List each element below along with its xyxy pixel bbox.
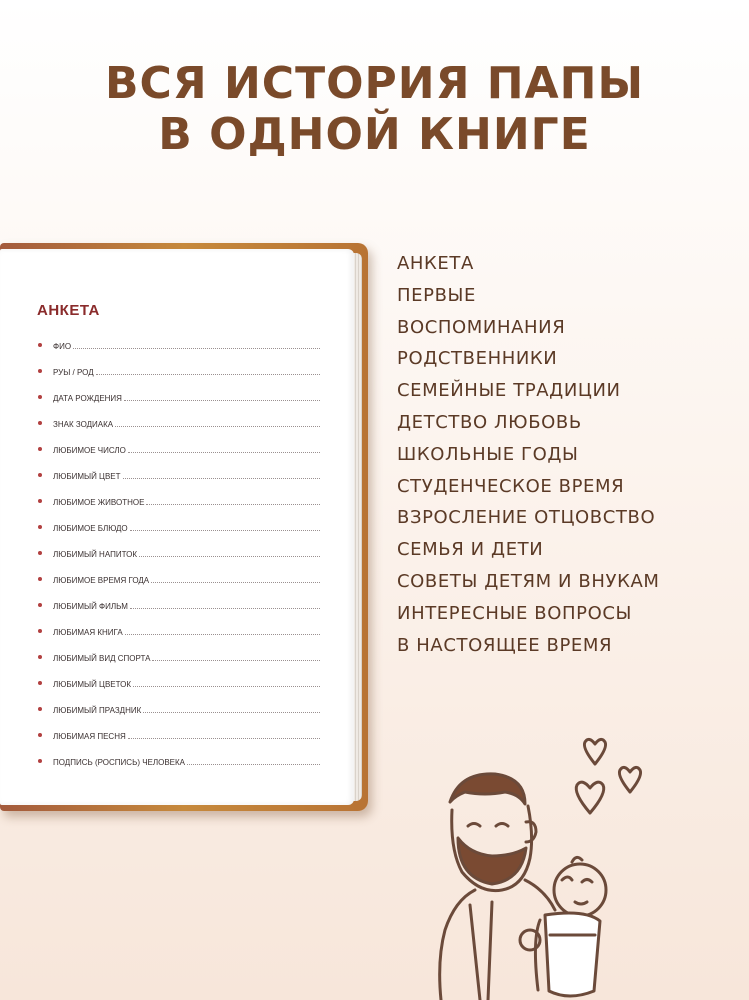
contents-item: ИНТЕРЕСНЫЕ ВОПРОСЫ [397,602,633,624]
heart-icon [576,782,604,813]
field-label: ЛЮБИМЫЙ ФИЛЬМ [53,602,128,611]
book-page [0,249,354,805]
bullet-icon [38,499,42,503]
bullet-icon [38,447,42,451]
contents-item: ПЕРВЫЕ [397,284,476,306]
field-label: ФИО [53,342,72,351]
bullet-icon [38,603,42,607]
field-fill-line [124,399,320,401]
contents-list [397,248,742,661]
field-fill-line [133,685,320,687]
field-label: ДАТА РОЖДЕНИЯ [53,394,122,403]
field-fill-line [146,503,320,505]
heart-icon [584,739,605,764]
questionnaire-field [38,403,320,429]
field-label: ЛЮБИМОЕ ВРЕМЯ ГОДА [53,576,150,585]
questionnaire-field [38,481,320,507]
field-fill-line [143,711,320,713]
field-label: ЛЮБИМЫЙ ВИД СПОРТА [53,654,151,663]
book-mockup [0,243,372,815]
contents-item: ДЕТСТВО ЛЮБОВЬ [397,411,582,433]
field-label: ЛЮБИМОЕ ЖИВОТНОЕ [53,498,145,507]
questionnaire-field [38,585,320,611]
field-label: ЛЮБИМЫЙ ЦВЕТОК [53,680,132,689]
questionnaire-field [38,611,320,637]
bullet-icon [38,681,42,685]
questionnaire-field [38,637,320,663]
questionnaire-field [38,689,320,715]
headline-line-2: В ОДНОЙ КНИГЕ [158,109,591,160]
questionnaire-field [38,507,320,533]
field-label: РУЫ / РОД [53,368,94,377]
contents-item: В НАСТОЯЩЕЕ ВРЕМЯ [397,634,613,656]
field-label: ЛЮБИМАЯ КНИГА [53,628,123,637]
field-fill-line [130,529,320,531]
field-fill-line [130,607,320,609]
headline-line-1: ВСЯ ИСТОРИЯ ПАПЫ [104,58,645,109]
bullet-icon [38,733,42,737]
father-with-baby-illustration [430,730,749,1000]
questionnaire-field [38,741,320,767]
bullet-icon [38,369,42,373]
questionnaire-fields [38,325,320,767]
field-label: ЛЮБИМЫЙ ПРАЗДНИК [53,706,142,715]
bullet-icon [38,577,42,581]
questionnaire-field [38,351,320,377]
heart-icon [619,767,640,792]
page-title: АНКЕТА [37,302,100,319]
field-label: ЗНАК ЗОДИАКА [53,420,114,429]
contents-item: АНКЕТА [397,253,474,274]
questionnaire-field [38,559,320,585]
bullet-icon [38,629,42,633]
field-fill-line [125,633,320,635]
field-fill-line [123,477,320,479]
field-fill-line [139,555,320,557]
bullet-icon [38,343,42,347]
bullet-icon [38,551,42,555]
field-fill-line [128,737,320,739]
questionnaire-field [38,533,320,559]
contents-item: СЕМЕЙНЫЕ ТРАДИЦИИ [397,380,621,402]
bullet-icon [38,421,42,425]
headline [0,58,749,160]
bullet-icon [38,473,42,477]
contents-item: СТУДЕНЧЕСКОЕ ВРЕМЯ [397,475,625,497]
questionnaire-field [38,715,320,741]
bullet-icon [38,395,42,399]
field-label: ЛЮБИМОЕ ЧИСЛО [53,446,126,455]
questionnaire-field [38,663,320,689]
contents-item: РОДСТВЕННИКИ [397,348,558,370]
questionnaire-field [38,377,320,403]
questionnaire-field [38,429,320,455]
contents-item: ШКОЛЬНЫЕ ГОДЫ [397,443,579,465]
contents-item: ВОСПОМИНАНИЯ [397,316,566,338]
field-label: ЛЮБИМЫЙ ЦВЕТ [53,472,121,481]
field-label: ПОДПИСЬ (РОСПИСЬ) ЧЕЛОВЕКА [53,758,186,767]
bullet-icon [38,759,42,763]
field-fill-line [151,581,320,583]
field-label: ЛЮБИМЫЙ НАПИТОК [53,550,137,559]
questionnaire-field [38,455,320,481]
field-fill-line [152,659,320,661]
field-fill-line [73,347,320,349]
field-fill-line [187,763,320,765]
bullet-icon [38,707,42,711]
field-label: ЛЮБИМОЕ БЛЮДО [53,524,128,533]
field-fill-line [128,451,320,453]
contents-item: СЕМЬЯ И ДЕТИ [397,539,544,561]
contents-item: СОВЕТЫ ДЕТЯМ И ВНУКАМ [397,570,660,592]
field-fill-line [115,425,320,427]
bullet-icon [38,655,42,659]
bullet-icon [38,525,42,529]
questionnaire-field [38,325,320,351]
field-fill-line [96,373,320,375]
contents-item: ВЗРОСЛЕНИЕ ОТЦОВСТВО [397,507,656,529]
field-label: ЛЮБИМАЯ ПЕСНЯ [53,732,126,741]
